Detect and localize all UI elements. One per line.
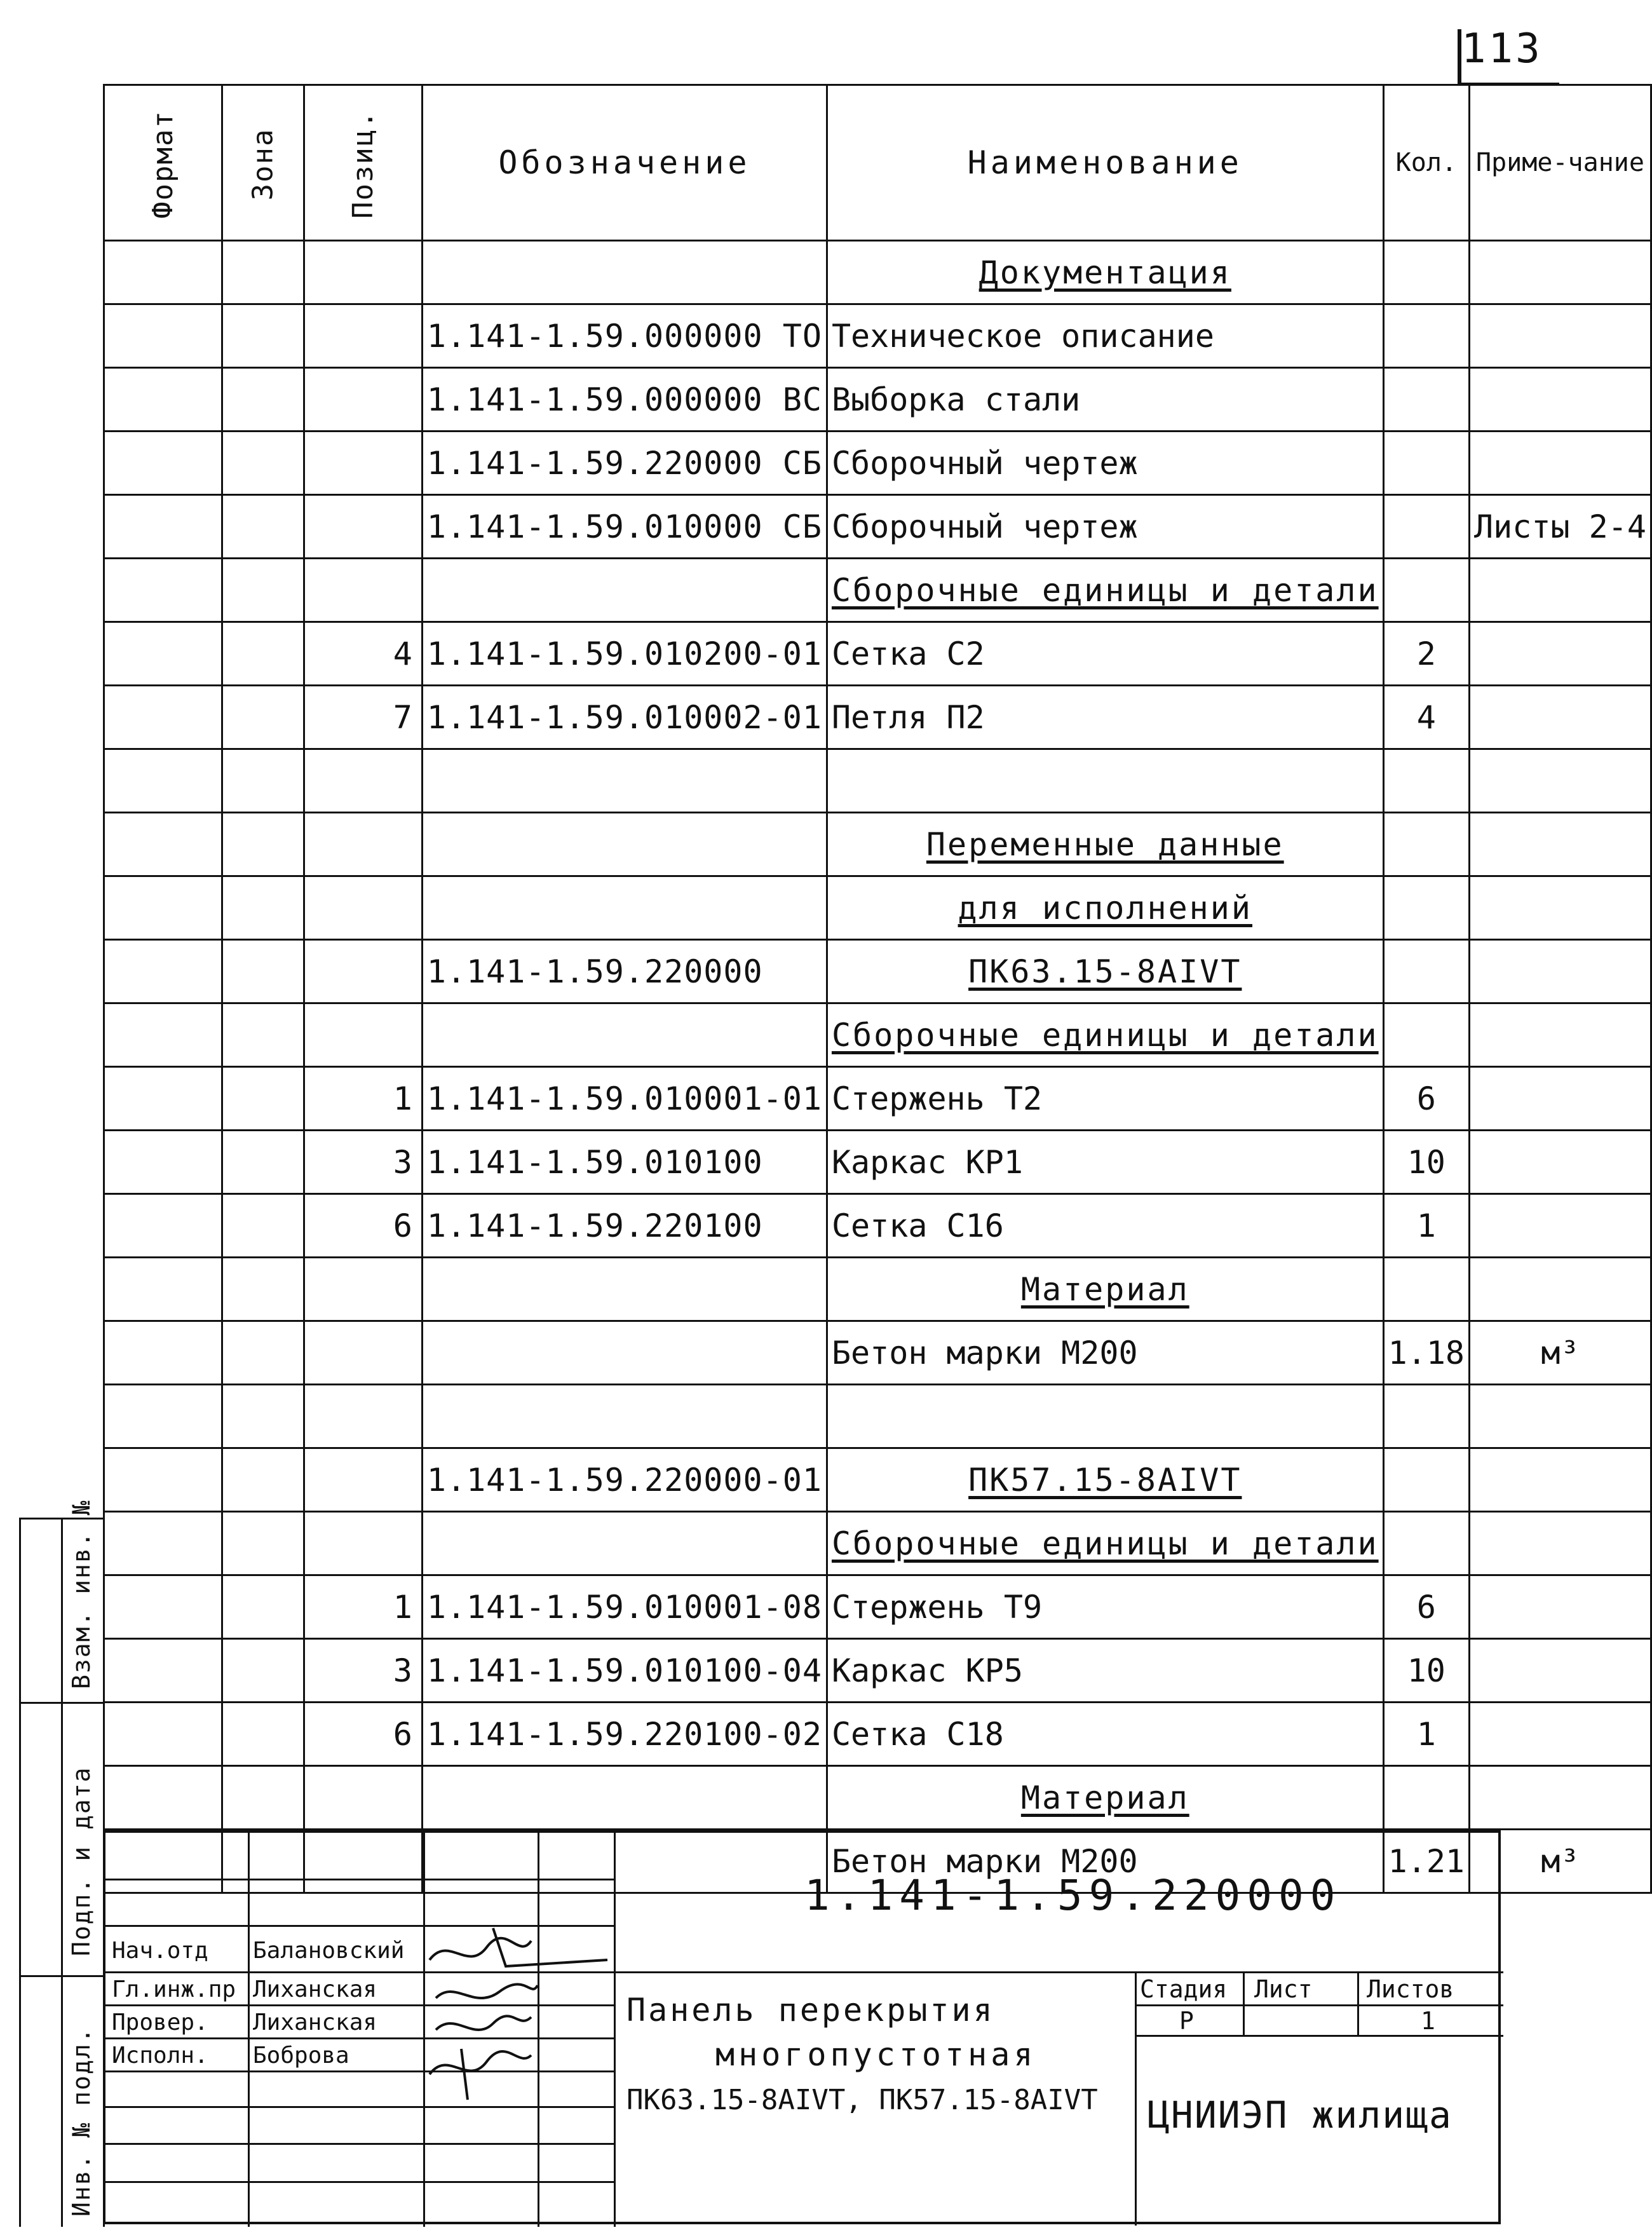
- table-row: [104, 1258, 1651, 1321]
- cell-name: Каркас КР1: [827, 1131, 1383, 1194]
- cell-name: Сборочные единицы и детали: [827, 1003, 1383, 1067]
- cell-zone: [222, 1194, 304, 1258]
- table-row: [104, 1575, 1651, 1639]
- cell-format: [104, 1258, 222, 1321]
- cell-note: [1470, 1448, 1651, 1512]
- cell-name: Материал: [827, 1766, 1383, 1830]
- table-row: [104, 432, 1651, 495]
- cell-name: ПК63.15-8АIVТ: [827, 940, 1383, 1003]
- cell-note: м³: [1470, 1321, 1651, 1385]
- cell-format: [104, 1575, 222, 1639]
- cell-note: [1470, 1385, 1651, 1448]
- role-label: Гл.инж.пр: [112, 1976, 236, 2002]
- tb-line: [1135, 2004, 1503, 2006]
- cell-position: [304, 813, 422, 876]
- cell-quantity: [1383, 241, 1469, 304]
- cell-zone: [222, 622, 304, 686]
- cell-position: 6: [304, 1194, 422, 1258]
- table-row: [104, 813, 1651, 876]
- cell-zone: [222, 1575, 304, 1639]
- cell-position: 7: [304, 686, 422, 749]
- cell-note: [1470, 686, 1651, 749]
- cell-name: Документация: [827, 241, 1383, 304]
- tb-line: [1357, 1971, 1359, 2035]
- cell-zone: [222, 1258, 304, 1321]
- cell-zone: [222, 940, 304, 1003]
- cell-note: [1470, 1512, 1651, 1575]
- cell-designation: [422, 876, 827, 940]
- cell-quantity: [1383, 749, 1469, 813]
- cell-quantity: [1383, 1512, 1469, 1575]
- cell-designation: 1.141-1.59.010001-01: [422, 1067, 827, 1131]
- margin-separator: [19, 1975, 103, 1977]
- cell-note: [1470, 1194, 1651, 1258]
- table-row: [104, 304, 1651, 368]
- person-name: Лиханская: [253, 2009, 377, 2036]
- cell-designation: 1.141-1.59.010200-01: [422, 622, 827, 686]
- cell-position: [304, 876, 422, 940]
- cell-name: Сборочные единицы и детали: [827, 1512, 1383, 1575]
- cell-designation: 1.141-1.59.010001-08: [422, 1575, 827, 1639]
- document-code: 1.141-1.59.220000: [804, 1871, 1342, 1920]
- cell-name: для исполнений: [827, 876, 1383, 940]
- cell-zone: [222, 559, 304, 622]
- person-name: Лиханская: [253, 1976, 377, 2002]
- cell-position: [304, 1003, 422, 1067]
- cell-quantity: [1383, 432, 1469, 495]
- cell-name: Каркас КР5: [827, 1639, 1383, 1703]
- cell-quantity: [1383, 495, 1469, 559]
- tb-line: [1243, 1971, 1245, 2035]
- cell-name: Сборочные единицы и детали: [827, 559, 1383, 622]
- cell-name: Стержень Т2: [827, 1067, 1383, 1131]
- role-label: Исполн.: [112, 2043, 208, 2069]
- cell-position: [304, 1448, 422, 1512]
- cell-quantity: [1383, 1385, 1469, 1448]
- cell-format: [104, 1512, 222, 1575]
- cell-zone: [222, 1766, 304, 1830]
- cell-quantity: 1: [1383, 1703, 1469, 1766]
- cell-position: [304, 1385, 422, 1448]
- cell-name: Бетон марки М200: [827, 1830, 1383, 1893]
- cell-format: [104, 686, 222, 749]
- cell-designation: [422, 1512, 827, 1575]
- cell-format: [104, 1448, 222, 1512]
- cell-name: Выборка стали: [827, 368, 1383, 432]
- header-note: Приме-чание: [1470, 85, 1651, 241]
- cell-note: [1470, 1639, 1651, 1703]
- cell-note: [1470, 1003, 1651, 1067]
- sheets-label: Листов: [1367, 1975, 1454, 2003]
- table-row: [104, 1703, 1651, 1766]
- cell-note: [1470, 241, 1651, 304]
- table-row: [104, 1067, 1651, 1131]
- table-row: [104, 749, 1651, 813]
- cell-quantity: [1383, 813, 1469, 876]
- cell-name: Сборочный чертеж: [827, 432, 1383, 495]
- margin-divider-line: [61, 1518, 63, 2227]
- header-zone: Зона: [222, 85, 304, 241]
- cell-format: [104, 1321, 222, 1385]
- cell-designation: 1.141-1.59.000000 ВС: [422, 368, 827, 432]
- cell-note: [1470, 1703, 1651, 1766]
- margin-edge-line: [19, 1518, 21, 2227]
- cell-position: 1: [304, 1067, 422, 1131]
- cell-designation: 1.141-1.59.010002-01: [422, 686, 827, 749]
- tb-line: [248, 1833, 250, 2227]
- cell-note: [1470, 559, 1651, 622]
- role-label: Нач.отд: [112, 1938, 208, 1964]
- table-row: [104, 559, 1651, 622]
- cell-position: 4: [304, 622, 422, 686]
- stage-label: Стадия: [1140, 1975, 1228, 2003]
- cell-position: [304, 495, 422, 559]
- table-row: [104, 686, 1651, 749]
- cell-designation: 1.141-1.59.000000 ТО: [422, 304, 827, 368]
- cell-note: [1470, 813, 1651, 876]
- specification-table: [103, 84, 1652, 1894]
- cell-format: [104, 1003, 222, 1067]
- cell-note: [1470, 1258, 1651, 1321]
- table-row: [104, 1639, 1651, 1703]
- cell-note: [1470, 1131, 1651, 1194]
- cell-name: Стержень Т9: [827, 1575, 1383, 1639]
- cell-quantity: 10: [1383, 1639, 1469, 1703]
- cell-zone: [222, 749, 304, 813]
- cell-format: [104, 304, 222, 368]
- cell-note: Листы 2-4: [1470, 495, 1651, 559]
- cell-position: [304, 432, 422, 495]
- header-position: Позиц.: [304, 85, 422, 241]
- cell-zone: [222, 368, 304, 432]
- cell-name: Бетон марки М200: [827, 1321, 1383, 1385]
- sheet-number: 113: [1461, 25, 1543, 72]
- cell-format: [104, 1639, 222, 1703]
- table-header-row: [104, 85, 1651, 241]
- cell-quantity: 1.21: [1383, 1830, 1469, 1893]
- cell-format: [104, 940, 222, 1003]
- cell-quantity: 2: [1383, 622, 1469, 686]
- table-row: [104, 1003, 1651, 1067]
- cell-zone: [222, 495, 304, 559]
- cell-name: Переменные данные: [827, 813, 1383, 876]
- cell-note: [1470, 304, 1651, 368]
- cell-format: [104, 1766, 222, 1830]
- cell-format: [104, 495, 222, 559]
- cell-format: [104, 876, 222, 940]
- cell-position: [304, 1766, 422, 1830]
- cell-designation: 1.141-1.59.220100-02: [422, 1703, 827, 1766]
- cell-note: [1470, 622, 1651, 686]
- cell-quantity: 4: [1383, 686, 1469, 749]
- cell-format: [104, 432, 222, 495]
- cell-designation: [422, 1385, 827, 1448]
- cell-designation: 1.141-1.59.220000: [422, 940, 827, 1003]
- cell-quantity: 6: [1383, 1067, 1469, 1131]
- cell-zone: [222, 813, 304, 876]
- cell-quantity: 1.18: [1383, 1321, 1469, 1385]
- table-row: [104, 1194, 1651, 1258]
- cell-designation: 1.141-1.59.220000 СБ: [422, 432, 827, 495]
- cell-position: [304, 368, 422, 432]
- cell-designation: 1.141-1.59.010100: [422, 1131, 827, 1194]
- table-row: [104, 1131, 1651, 1194]
- cell-format: [104, 813, 222, 876]
- drawing-title-line1: Панель перекрытия: [626, 1992, 995, 2029]
- cell-note: [1470, 1766, 1651, 1830]
- cell-position: 3: [304, 1131, 422, 1194]
- cell-quantity: [1383, 559, 1469, 622]
- cell-zone: [222, 1321, 304, 1385]
- cell-zone: [222, 876, 304, 940]
- binding-margin: [19, 1499, 103, 2227]
- drawing-title-line3: ПК63.15-8АIVТ, ПК57.15-8АIVТ: [626, 2084, 1098, 2116]
- cell-name: [827, 749, 1383, 813]
- table-body: [104, 241, 1651, 1893]
- cell-zone: [222, 1067, 304, 1131]
- cell-format: [104, 749, 222, 813]
- sheets-value: 1: [1421, 2007, 1435, 2035]
- cell-quantity: [1383, 1003, 1469, 1067]
- table-row: [104, 1512, 1651, 1575]
- cell-name: Сборочный чертеж: [827, 495, 1383, 559]
- cell-zone: [222, 1448, 304, 1512]
- cell-position: [304, 1321, 422, 1385]
- cell-name: Материал: [827, 1258, 1383, 1321]
- cell-zone: [222, 1003, 304, 1067]
- cell-designation: 1.141-1.59.010000 СБ: [422, 495, 827, 559]
- cell-zone: [222, 241, 304, 304]
- cell-name: Петля П2: [827, 686, 1383, 749]
- cell-format: [104, 1703, 222, 1766]
- cell-position: [304, 241, 422, 304]
- cell-position: [304, 304, 422, 368]
- cell-zone: [222, 432, 304, 495]
- cell-name: Сетка С16: [827, 1194, 1383, 1258]
- cell-designation: [422, 241, 827, 304]
- cell-quantity: 1: [1383, 1194, 1469, 1258]
- cell-designation: [422, 1258, 827, 1321]
- cell-position: [304, 749, 422, 813]
- cell-format: [104, 622, 222, 686]
- cell-quantity: [1383, 1258, 1469, 1321]
- cell-note: м³: [1470, 1830, 1651, 1893]
- cell-quantity: [1383, 940, 1469, 1003]
- cell-designation: [422, 1003, 827, 1067]
- cell-quantity: 6: [1383, 1575, 1469, 1639]
- cell-format: [104, 1067, 222, 1131]
- cell-designation: [422, 559, 827, 622]
- margin-label-sign-date: Подп. и дата: [67, 1766, 95, 1956]
- cell-zone: [222, 1639, 304, 1703]
- cell-zone: [222, 1385, 304, 1448]
- table-row: [104, 368, 1651, 432]
- cell-format: [104, 241, 222, 304]
- margin-separator: [19, 1702, 103, 1704]
- cell-note: [1470, 940, 1651, 1003]
- drawing-title-line2: многопустотная: [715, 2036, 1037, 2073]
- role-label: Провер.: [112, 2009, 208, 2036]
- cell-note: [1470, 1067, 1651, 1131]
- cell-designation: [422, 813, 827, 876]
- cell-designation: 1.141-1.59.010100-04: [422, 1639, 827, 1703]
- table-row: [104, 241, 1651, 304]
- cell-designation: 1.141-1.59.220000-01: [422, 1448, 827, 1512]
- tb-line: [614, 1833, 616, 2227]
- cell-position: 3: [304, 1639, 422, 1703]
- signatures-image: [423, 1922, 614, 2106]
- cell-quantity: 10: [1383, 1131, 1469, 1194]
- cell-zone: [222, 686, 304, 749]
- cell-name: [827, 1385, 1383, 1448]
- table-row: [104, 1448, 1651, 1512]
- cell-position: 1: [304, 1575, 422, 1639]
- table-row: [104, 622, 1651, 686]
- cell-format: [104, 559, 222, 622]
- cell-name: Техническое описание: [827, 304, 1383, 368]
- cell-note: [1470, 749, 1651, 813]
- header-format: Формат: [104, 85, 222, 241]
- cell-note: [1470, 876, 1651, 940]
- margin-label-inv-replaced: Взам. инв. №: [67, 1499, 95, 1689]
- cell-zone: [222, 1512, 304, 1575]
- cell-quantity: [1383, 1448, 1469, 1512]
- cell-format: [104, 1194, 222, 1258]
- header-designation: Обозначение: [422, 85, 827, 241]
- cell-quantity: [1383, 1766, 1469, 1830]
- tb-line: [1135, 1971, 1137, 2226]
- cell-format: [104, 368, 222, 432]
- cell-note: [1470, 368, 1651, 432]
- cell-designation: [422, 1766, 827, 1830]
- cell-zone: [222, 304, 304, 368]
- header-quantity: Кол.: [1383, 85, 1469, 241]
- cell-quantity: [1383, 876, 1469, 940]
- title-block: [103, 1830, 1501, 2224]
- table-row: [104, 1385, 1651, 1448]
- header-name: Наименование: [827, 85, 1383, 241]
- cell-designation: [422, 749, 827, 813]
- cell-name: Сетка С18: [827, 1703, 1383, 1766]
- person-name: Боброва: [253, 2043, 349, 2069]
- table-row: [104, 876, 1651, 940]
- cell-position: [304, 1258, 422, 1321]
- cell-quantity: [1383, 304, 1469, 368]
- margin-label-inv-original: Инв. № подл.: [67, 2027, 95, 2217]
- sheet-label: Лист: [1254, 1975, 1313, 2003]
- organization-name: ЦНИИЭП жилища: [1148, 2093, 1452, 2137]
- cell-note: [1470, 1575, 1651, 1639]
- cell-zone: [222, 1703, 304, 1766]
- tb-line: [1135, 2035, 1503, 2037]
- cell-name: Сетка С2: [827, 622, 1383, 686]
- cell-quantity: [1383, 368, 1469, 432]
- stage-value: Р: [1179, 2007, 1194, 2035]
- cell-position: 6: [304, 1703, 422, 1766]
- cell-zone: [222, 1131, 304, 1194]
- cell-position: [304, 559, 422, 622]
- table-row: [104, 940, 1651, 1003]
- tb-line: [105, 1971, 1503, 1973]
- cell-note: [1470, 432, 1651, 495]
- table-row: [104, 495, 1651, 559]
- table-row: [104, 1766, 1651, 1830]
- person-name: Балановский: [253, 1938, 405, 1964]
- cell-position: [304, 1512, 422, 1575]
- cell-format: [104, 1131, 222, 1194]
- cell-format: [104, 1385, 222, 1448]
- cell-designation: [422, 1321, 827, 1385]
- cell-position: [304, 940, 422, 1003]
- cell-name: ПК57.15-8АIVТ: [827, 1448, 1383, 1512]
- table-row: [104, 1321, 1651, 1385]
- cell-designation: 1.141-1.59.220100: [422, 1194, 827, 1258]
